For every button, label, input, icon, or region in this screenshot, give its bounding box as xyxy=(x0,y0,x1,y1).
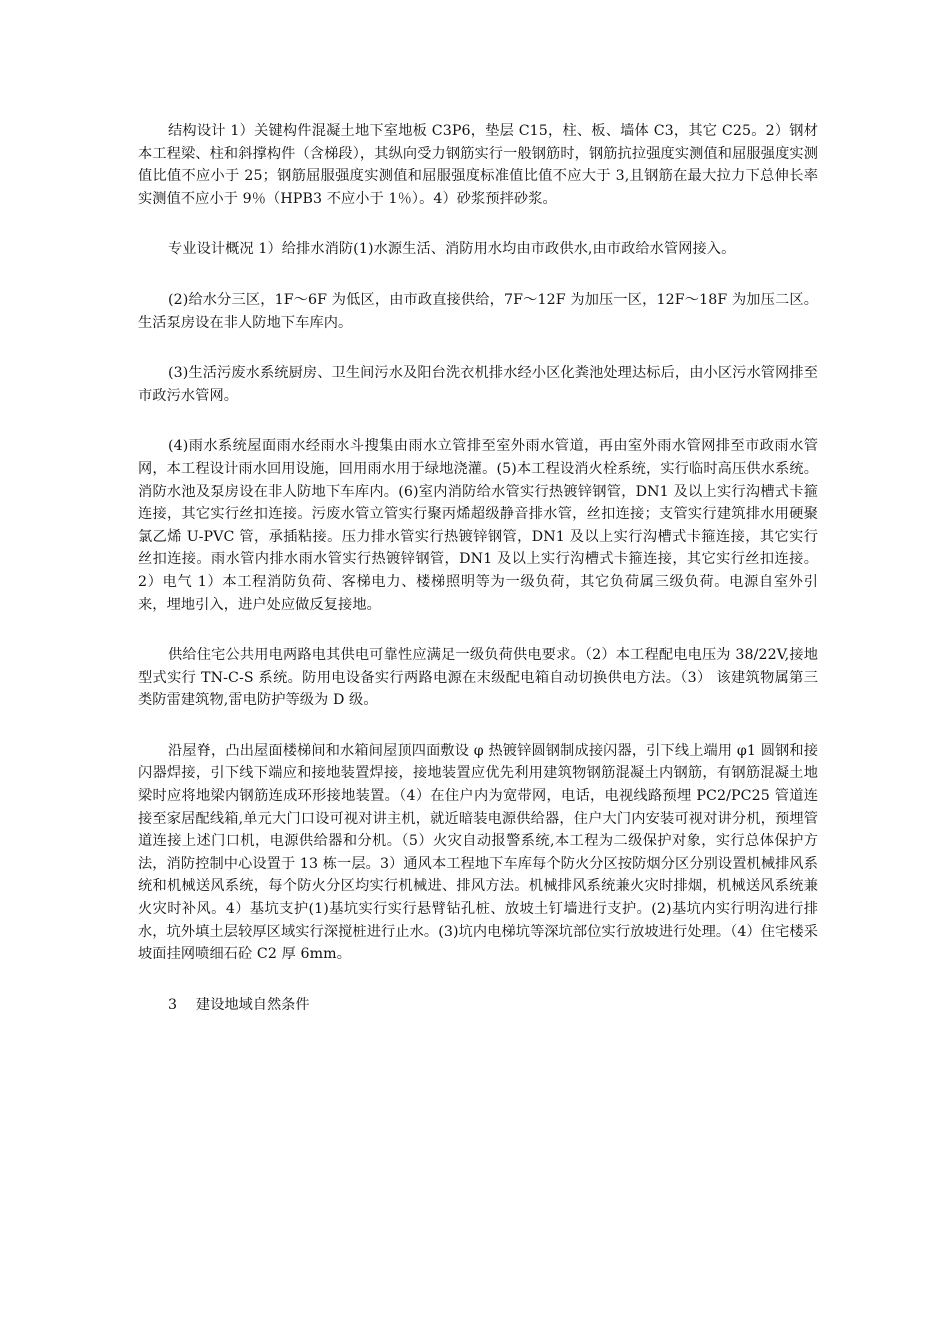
document-page xyxy=(138,120,818,1016)
paragraph-lightning-and-ventilation: 沿屋脊，凸出屋面楼梯间和水箱间屋顶四面敷设 φ 热镀锌圆钢制成接闪器，引下线上端用 φ1 圆钢和接闪器焊接，引下线下端应和接地装置焊接，接地装置应优先利用建筑物钢筋混凝土内钢筋，有钢筋混凝土地梁时应将地梁内钢筋连成环形接地装置。（4）在住户内为宽带网，电话，电视线路预埋 PC2/PC25 管道连接至家居配线箱,单元大门口设可视对讲主机，就近暗装电源供给器，住户大门内安装可视对讲分机，预埋管道连接上述门口机，电源供给器和分机。（5）火灾自动报警系统,本工程为二级保护对象，实行总体保护方法，消防控制中心设置于 13 栋一层。3）通风本工程地下车库每个防火分区按防烟分区分别设置机械排风系统和机械送风系统，每个防火分区均实行机械进、排风方法。机械排风系统兼火灾时排烟，机械送风系统兼火灾时补风。4）基坑支护(1)基坑实行实行悬臂钻孔桩、放坡土钉墙进行支护。(2)基坑内实行明沟进行排水，坑外填土层较厚区域实行深搅桩进行止水。(3)坑内电梯坑等深坑部位实行放坡进行处理。（4）住宅楼采坡面挂网喷细石砼 C2 厚 6mm。 xyxy=(138,742,818,963)
section-title: 建设地域自然条件 xyxy=(196,996,310,1013)
paragraph-structural-design: 结构设计 1）关键构件混凝土地下室地板 C3P6，垫层 C15，柱、板、墙体 C3，其它 C25。2）钢材本工程梁、柱和斜撑构件（含梯段），其纵向受力钢筋实行一般钢筋时，钢筋抗拉强度实测值和屈服强度实测值比值不应小于 25；钢筋屈服强度实测值和屈服强度标准值比值不应大于 3,且钢筋在最大拉力下总伸长率实测值不应小于 9％（HPB3 不应小于 1％）。4）砂浆预拌砂浆。 xyxy=(138,123,818,207)
section-number: 3 xyxy=(168,996,178,1013)
section-heading xyxy=(138,994,818,1016)
paragraph-water-supply-source: 专业设计概况 1）给排水消防(1)水源生活、消防用水均由市政供水,由市政给水管网接入。 xyxy=(168,241,736,258)
paragraph-power-supply: 供给住宅公共用电两路电其供电可靠性应满足一级负荷供电要求。（2）本工程配电电压为 38/22V,接地型式实行 TN-C-S 系统。防用电设备实行两路电源在末级配电箱自动切换供电方法。（3） 该建筑物属第三类防雷建筑物,雷电防护等级为 D 级。 xyxy=(138,647,818,709)
paragraph-water-supply-zones: (2)给水分三区，1F～6F 为低区，由市政直接供给，7F～12F 为加压一区，12F～18F 为加压二区。生活泵房设在非人防地下车库内。 xyxy=(138,291,818,331)
paragraph-sewage-system: (3)生活污废水系统厨房、卫生间污水及阳台洗衣机排水经小区化粪池处理达标后，由小区污水管网排至市政污水管网。 xyxy=(138,365,818,404)
paragraph-rainwater-and-electrical: (4)雨水系统屋面雨水经雨水斗搜集由雨水立管排至室外雨水管道，再由室外雨水管网排至市政雨水管网，本工程设计雨水回用设施，回用雨水用于绿地浇灌。(5)本工程设消火栓系统，实行临时高压供水系统。消防水池及泵房设在非人防地下车库内。(6)室内消防给水管实行热镀锌钢管，DN1 及以上实行沟槽式卡箍连接，其它实行丝扣连接。污废水管立管实行聚丙烯超级静音排水管，丝扣连接；支管实行建筑排水用硬聚氯乙烯 U-PVC 管，承插粘接。压力排水管实行热镀锌钢管，DN1 及以上实行沟槽式卡箍连接，其它实行丝扣连接。雨水管内排水雨水管实行热镀锌钢管，DN1 及以上实行沟槽式卡箍连接，其它实行丝扣连接。2）电气 1）本工程消防负荷、客梯电力、楼梯照明等为一级负荷，其它负荷属三级负荷。电源自室外引来，埋地引入，进户处应做反复接地。 xyxy=(138,438,818,613)
